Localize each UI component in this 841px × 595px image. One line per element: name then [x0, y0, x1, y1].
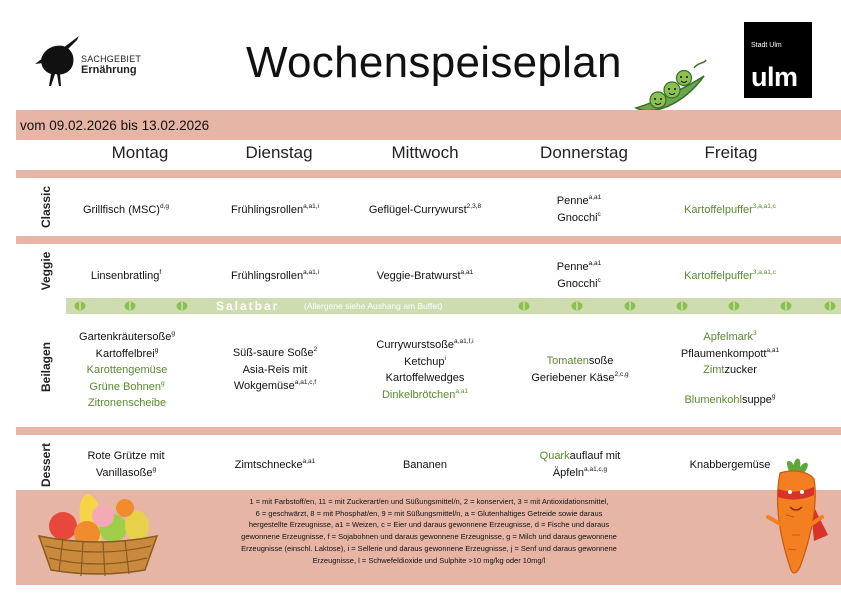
- row-label-beilagen: Beilagen: [39, 342, 53, 393]
- veggie-fri: Kartoffelpuffer$^{3,a,a1,c}$: [684, 269, 776, 282]
- salatbar-note: (Allergene siehe Aushang am Buffet): [304, 301, 443, 311]
- carrot-mascot-icon: [762, 455, 832, 583]
- bird-icon: [33, 30, 81, 88]
- separator: [16, 236, 841, 244]
- veggie-tue: Frühlingsrollen$^{a,a1,i}$: [230, 269, 320, 282]
- page-title: Wochenspeiseplan: [246, 38, 622, 87]
- classic-wed: Geflügel-Currywurst$^{2,3,8}$: [368, 203, 482, 216]
- classic-mon: Grillfisch (MSC)$^{d,g}$: [82, 203, 170, 216]
- stadt-ulm-logo: [744, 22, 812, 98]
- classic-tue: Frühlingsrollen$^{a,a1,i}$: [230, 203, 320, 216]
- logo-line1: SACHGEBIET: [81, 54, 142, 64]
- veggie-thu: Penne$^{a,a1}$ Gnocchi$^c$: [556, 260, 602, 290]
- lettuce-icon: [176, 301, 188, 311]
- date-range: vom 09.02.2026 bis 13.02.2026: [20, 118, 210, 133]
- dessert-tue: Zimtschnecke$^{a,a1}$: [234, 458, 316, 471]
- salatbar-title: Salatbar: [216, 299, 280, 313]
- day-monday: Montag: [111, 143, 169, 162]
- lettuce-icon: [124, 301, 136, 311]
- classic-thu: Penne$^{a,a1}$ Gnocchi$^c$: [556, 194, 602, 224]
- dessert-mon: Rote Grütze mit Vanillasoße$^g$: [87, 450, 165, 479]
- city-big-label: ulm: [751, 62, 798, 92]
- row-label-veggie: Veggie: [39, 251, 53, 291]
- day-friday: Freitag: [704, 143, 758, 162]
- beilagen-tue: Süß-saure Soße$^2$ Asia-Reis mit Wokgemüse$^{a,a1,c,f}$: [232, 346, 318, 392]
- separator: [16, 427, 841, 435]
- lettuce-icon: [624, 301, 636, 311]
- salatbar-band: [66, 298, 841, 314]
- separator: [16, 170, 841, 178]
- lettuce-icon: [676, 301, 688, 311]
- veggie-wed: Veggie-Bratwurst$^{a,a1}$: [376, 269, 474, 282]
- dessert-wed: Bananen: [402, 459, 448, 471]
- beilagen-mon: Gartenkräutersoße$^g$ Kartoffelbrei$^g$ Karottengemüse Grüne Bohnen$^g$ Zitronenscheibe: [79, 330, 175, 409]
- lettuce-icon: [518, 301, 530, 311]
- beilagen-thu: Tomatensoße Geriebener Käse$^{2,c,g}$: [531, 355, 629, 384]
- lettuce-icon: [780, 301, 792, 311]
- row-label-classic: Classic: [39, 185, 53, 229]
- fruit-basket-icon: [33, 478, 163, 576]
- day-tuesday: Dienstag: [245, 143, 313, 162]
- beilagen-fri: Apfelmark$^3$ Pflaumenkompott$^{a,a1}$ Zimtzucker Blumenkohlsuppe$^g$: [680, 330, 780, 406]
- veggie-mon: Linsenbratling$^f$: [90, 269, 162, 282]
- day-thursday: Donnerstag: [540, 143, 628, 162]
- logo-line2: Ernährung: [81, 64, 137, 76]
- lettuce-icon: [571, 301, 583, 311]
- sachgebiet-logo: [33, 30, 153, 90]
- dessert-fri: Knabbergemüse: [689, 459, 771, 471]
- lettuce-icon: [824, 301, 836, 311]
- lettuce-icon: [74, 301, 86, 311]
- beilagen-wed: Currywurstsoße$^{a,a1,f,i}$ Ketchup$^i$ Kartoffelwedges Dinkelbrötchen$^{a,a1}$: [376, 338, 474, 401]
- dessert-thu: Quarkauflauf mit Äpfeln$^{a,a1,c,g}$: [539, 450, 621, 479]
- day-wednesday: Mittwoch: [391, 143, 459, 162]
- row-label-dessert: Dessert: [39, 442, 53, 488]
- allergen-legend: 1 = mit Farbstoff/en, 11 = mit Zuckerart/en und Süßungsmittel/n, 2 = konserviert, 3 = mit Antioxidationsmittel, 6 = geschwärzt, 8 = mit Phosphat/en, 9 = mit Süßungsmittel/n, a = Glutenhaltiges Getreide sowie daraus hergestellte Erzeugnisse, a1 = Weizen, c = Eier und daraus gewonnene Erzeugnisse, d = Fische und daraus gewonnene Erzeugnisse, f = Sojabohnen und daraus gewonnene Erzeugnisse, g = Milch und daraus gewonnene Erzeugnisse (einschl. Laktose), i = Sellerie und daraus gewonnene Erzeugnisse, j = Senf und daraus gewonnene Erzeugnisse, l = Schwefeldioxide und Sulphite >10 mg/kg oder 10mg/l: [241, 497, 617, 565]
- city-small-label: Stadt Ulm: [751, 42, 782, 49]
- classic-fri: Kartoffelpuffer$^{3,a,a1,c}$: [684, 203, 776, 216]
- lettuce-icon: [728, 301, 740, 311]
